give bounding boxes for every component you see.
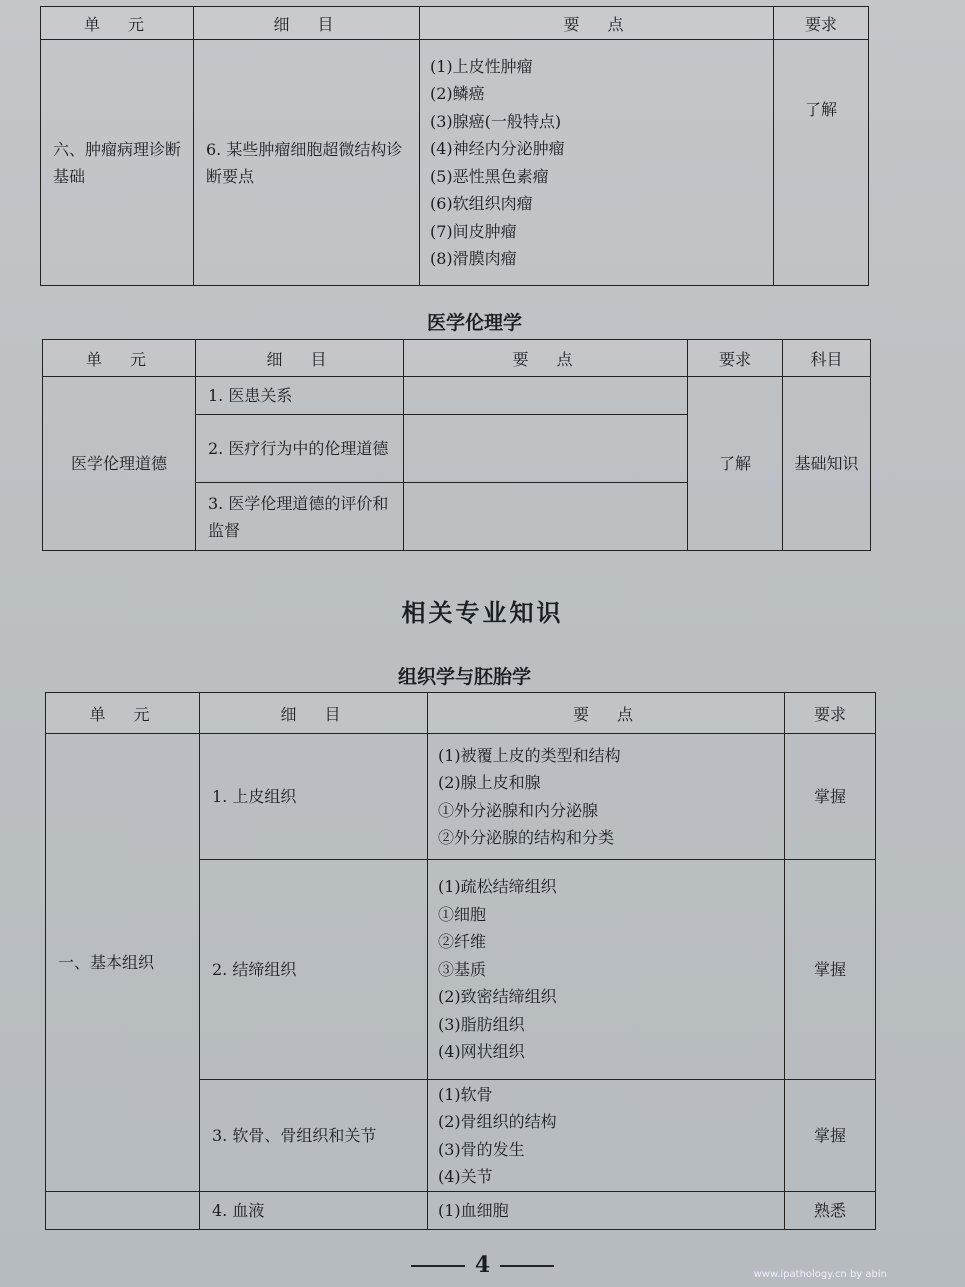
requirement-cell: 掌握 xyxy=(785,860,876,1080)
header-unit: 单 元 xyxy=(41,7,194,40)
ethics-table xyxy=(42,339,871,551)
list-item: (4)神经内分泌肿瘤 xyxy=(430,139,565,158)
header-detail: 细 目 xyxy=(194,7,420,40)
points-cell xyxy=(428,734,785,860)
divider xyxy=(500,1265,554,1267)
points-cell xyxy=(420,40,774,286)
header-subject: 科目 xyxy=(783,340,871,377)
histology-table xyxy=(45,692,876,1230)
list-item: (8)滑膜肉瘤 xyxy=(430,249,517,268)
requirement-cell: 掌握 xyxy=(785,1080,876,1192)
detail-cell: 1. 医患关系 xyxy=(196,377,404,415)
header-requirement: 要求 xyxy=(688,340,783,377)
table-header-row xyxy=(46,693,876,734)
list-item: (2)致密结缔组织 xyxy=(438,987,557,1007)
points-cell xyxy=(428,860,785,1080)
tumor-pathology-table xyxy=(40,6,869,286)
detail-cell: 3. 医学伦理道德的评价和监督 xyxy=(196,483,404,551)
list-item: (1)被覆上皮的类型和结构 xyxy=(438,745,621,765)
list-item: (6)软组织肉瘤 xyxy=(430,194,533,213)
table-row xyxy=(43,377,871,415)
table-header-row xyxy=(41,7,869,40)
header-requirement: 要求 xyxy=(774,7,869,40)
section-title-ethics: 医学伦理学 xyxy=(426,312,522,334)
points-cell xyxy=(428,1080,785,1192)
unit-cell: 医学伦理道德 xyxy=(43,377,196,551)
list-item: (1)上皮性肿瘤 xyxy=(430,56,533,76)
list-item: (1)血细胞 xyxy=(438,1200,509,1220)
requirement-cell: 熟悉 xyxy=(785,1192,876,1230)
detail-cell: 2. 结缔组织 xyxy=(200,860,428,1080)
header-points: 要 点 xyxy=(404,340,688,377)
list-item: (4)关节 xyxy=(438,1167,493,1186)
unit-cell xyxy=(46,1192,200,1230)
watermark: www.ipathology.cn by abin xyxy=(753,1269,887,1280)
list-item: (2)骨组织的结构 xyxy=(438,1112,557,1131)
list-item: ②纤维 xyxy=(438,932,487,952)
points-cell xyxy=(404,415,688,483)
divider xyxy=(411,1265,465,1267)
header-points: 要 点 xyxy=(420,7,774,40)
list-item: ①细胞 xyxy=(438,904,487,924)
list-item: (3)腺癌(一般特点) xyxy=(430,111,562,131)
requirement-cell: 了解 xyxy=(688,377,783,551)
list-item: (1)疏松结缔组织 xyxy=(438,877,557,897)
subject-cell: 基础知识 xyxy=(783,377,871,551)
requirement-cell: 了解 xyxy=(774,40,869,286)
detail-cell: 1. 上皮组织 xyxy=(200,734,428,860)
list-item: (2)腺上皮和腺 xyxy=(438,773,541,792)
list-item: (2)鳞癌 xyxy=(430,84,485,103)
points-cell xyxy=(404,377,688,415)
list-item: (1)软骨 xyxy=(438,1084,493,1104)
page-number: 4 xyxy=(474,1252,491,1278)
unit-cell: 六、肿瘤病理诊断基础 xyxy=(41,40,194,286)
header-detail: 细 目 xyxy=(196,340,404,377)
table-row xyxy=(41,40,869,286)
list-item: (7)间皮肿瘤 xyxy=(430,221,517,241)
section-title-related: 相关专业知识 xyxy=(401,598,564,627)
header-requirement: 要求 xyxy=(785,693,876,734)
points-cell xyxy=(404,483,688,551)
table-row xyxy=(46,734,876,860)
list-item: ③基质 xyxy=(438,959,487,979)
points-cell xyxy=(428,1192,785,1230)
detail-cell: 4. 血液 xyxy=(200,1192,428,1230)
unit-cell: 一、基本组织 xyxy=(46,734,200,1192)
header-detail: 细 目 xyxy=(200,693,428,734)
list-item: (5)恶性黑色素瘤 xyxy=(430,166,549,186)
header-points: 要 点 xyxy=(428,693,785,734)
list-item: (4)网状组织 xyxy=(438,1042,525,1062)
table-header-row xyxy=(43,340,871,377)
requirement-cell: 掌握 xyxy=(785,734,876,860)
header-unit: 单 元 xyxy=(43,340,196,377)
list-item: ②外分泌腺的结构和分类 xyxy=(438,828,615,847)
detail-cell: 3. 软骨、骨组织和关节 xyxy=(200,1080,428,1192)
detail-cell: 6. 某些肿瘤细胞超微结构诊断要点 xyxy=(194,40,420,286)
list-item: ①外分泌腺和内分泌腺 xyxy=(438,800,599,820)
list-item: (3)骨的发生 xyxy=(438,1139,525,1159)
table-row xyxy=(46,1192,876,1230)
detail-cell: 2. 医疗行为中的伦理道德 xyxy=(196,415,404,483)
section-title-histology: 组织学与胚胎学 xyxy=(397,666,531,688)
list-item: (3)脂肪组织 xyxy=(438,1014,525,1034)
header-unit: 单 元 xyxy=(46,693,200,734)
